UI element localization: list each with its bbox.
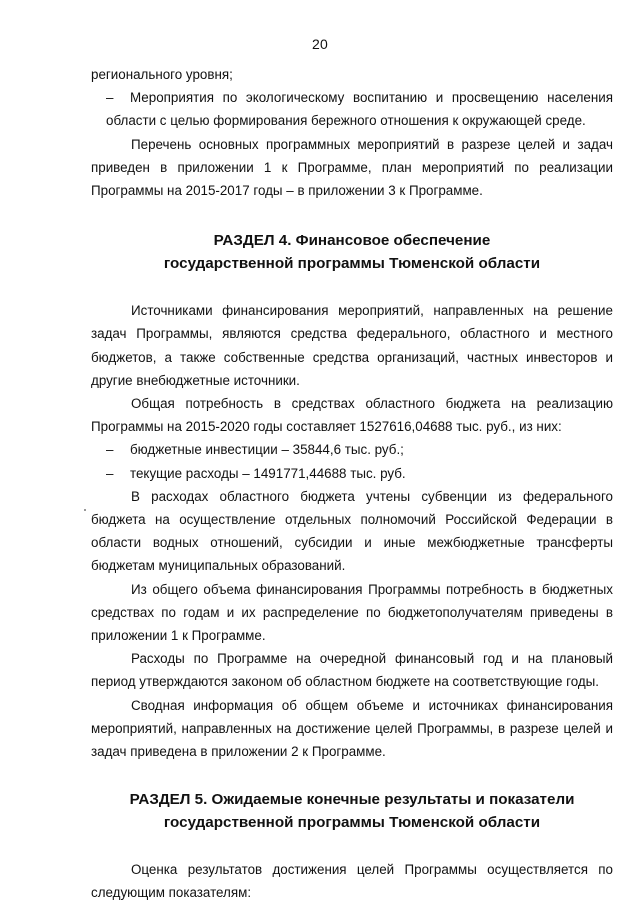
paragraph-budget-need-by-year: Из общего объема финансирования Программы потребность в бюджетных средствах по годам и их распределение по бюджетополучателям приведены в приложении 1 к Программе. [91,581,613,644]
spacer [91,275,613,299]
paragraph-funding-sources: Источниками финансирования мероприятий, направленных на решение задач Программы, являются средства федерального, областного и местного бюджетов, а также собственные средства организаций, частных инвесторов и другие внебюджетные источники. [91,303,613,388]
paragraph-total-need: Общая потребность в средствах областного бюджета на реализацию Программы на 2015-2020 годы составляет 1527616,04688 тыс. руб., из них: [91,396,613,435]
paragraph-measures-list: Перечень основных программных мероприятий в разрезе целей и задач приведен в приложении 1 к Программе, план мероприятий по реализации Программы на 2015-2017 годы – в приложении 3 к Программе. [91,136,613,199]
spacer [91,834,613,858]
paragraph-expenses-law: Расходы по Программе на очередной финансовый год и на плановый период утверждаются законом об областном бюджете на соответствующие годы. [91,651,613,690]
section-4-title-line-1: РАЗДЕЛ 4. Финансовое обеспечение [213,232,491,250]
spacer [91,763,613,788]
paragraph-regional-level: регионального уровня; [91,67,233,82]
list-dash: – [106,465,114,481]
spacer [91,202,613,229]
section-5-title-line-2: государственной программы Тюменской области [163,814,541,832]
list-item-ecological-education [91,86,613,132]
list-item-text: бюджетные инвестиции – 35844,6 тыс. руб.; [130,442,404,458]
list-dash: – [106,442,114,458]
paragraph-subventions: В расходах областного бюджета учтены субвенции из федерального бюджета на осуществление отдельных полномочий Российской Федерации в области водных отношений, субсидии и иные межбюджетные трансферты бюджетам муниципальных образований. [91,488,613,574]
paragraph-summary-info: Сводная информация об общем объеме и источниках финансирования мероприятий, направленных на достижение целей Программы, в разрезе целей и задач приведена в приложении 2 к Программе. [91,697,613,760]
scan-artifact-dot [84,509,86,511]
list-dash: – [106,90,114,106]
section-5-title-line-1: РАЗДЕЛ 5. Ожидаемые конечные результаты и показатели [129,791,575,809]
section-4-title-line-2: государственной программы Тюменской области [163,255,541,273]
list-item-current-expenses [91,462,613,485]
list-item-text: Мероприятия по экологическому воспитанию и просвещению населения области с целью формирования бережного отношения к окружающей среде. [106,90,613,129]
paragraph-results-evaluation: Оценка результатов достижения целей Программы осуществляется по следующим показателям: [91,862,613,901]
page-number: 20 [312,36,328,52]
page-body [91,63,613,905]
section-4-title [91,229,613,275]
list-item-budget-investments [91,438,613,461]
section-5-title [91,788,613,834]
list-item-text: текущие расходы – 1491771,44688 тыс. руб. [130,465,406,481]
